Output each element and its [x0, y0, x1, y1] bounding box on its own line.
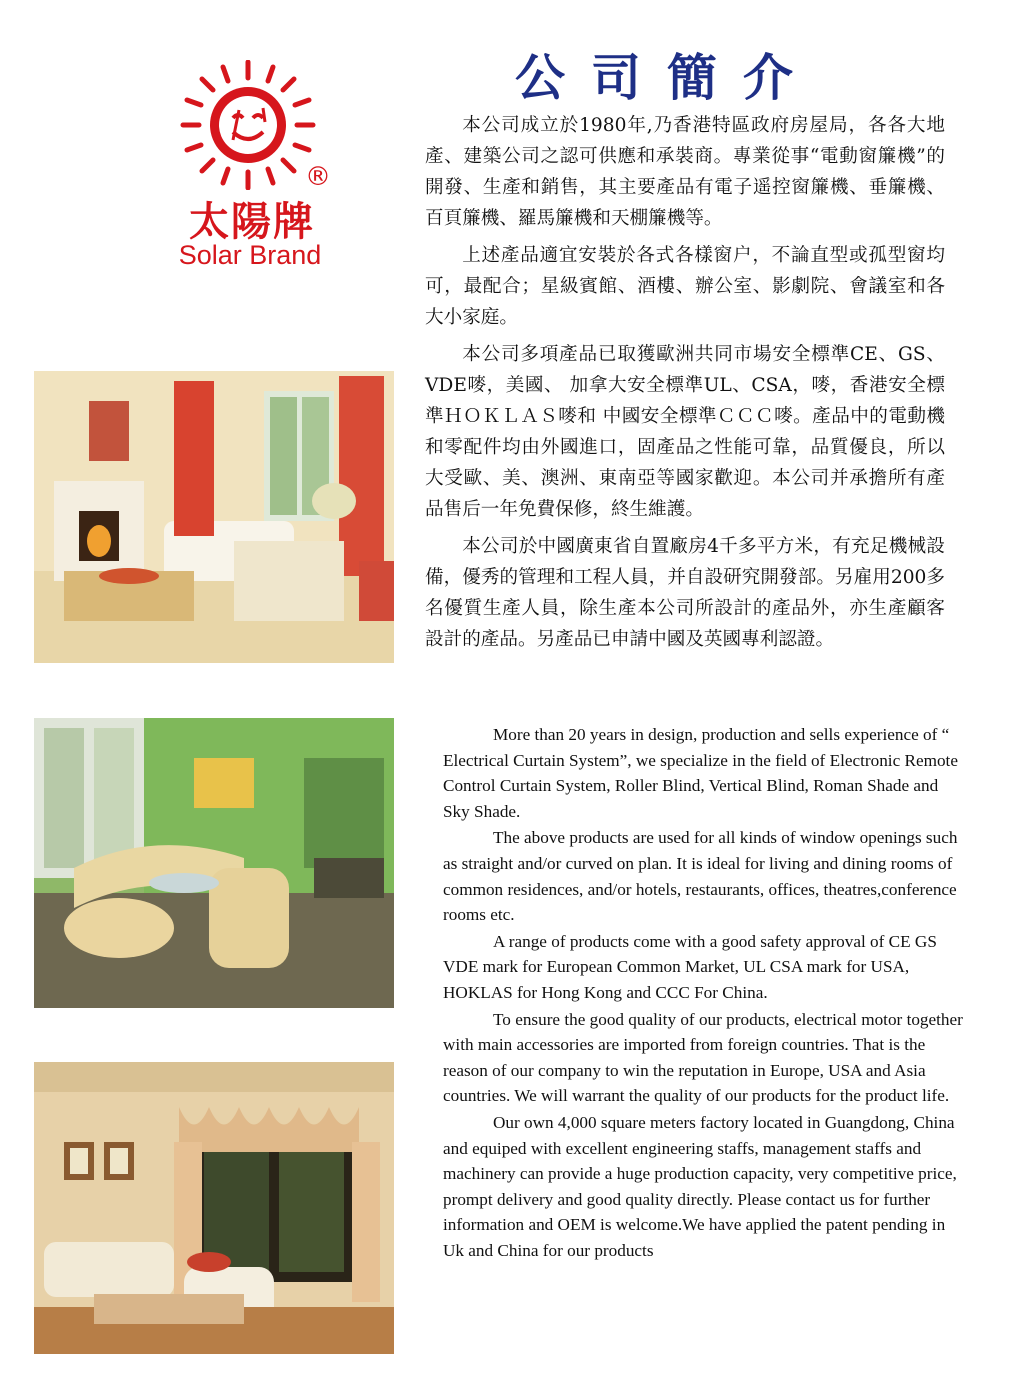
festoon-curtain-room-photo: [34, 1062, 394, 1354]
chinese-paragraph: 本公司成立於1980年,乃香港特區政府房屋局，各各大地產、建築公司之認可供應和承裝商。專業從事“電動窗簾機”的開發、生產和銷售，其主要產品有電子遥控窗簾機、垂簾機、百頁簾機、羅馬簾機和天棚簾機等。: [425, 115, 945, 229]
page-title: 公司簡介: [515, 48, 819, 107]
chinese-paragraph: 本公司於中國廣東省自置廠房4千多平方米，有充足機械設備，優秀的管理和工程人員，并自設研究開發部。另雇用200多名優質生產人員，除生產本公司所設計的產品外，亦生產顧客設計的產品。另產品已申請中國及英國專利認證。: [425, 536, 945, 650]
english-introduction: [443, 722, 968, 1264]
brand-logo: [165, 60, 345, 275]
chinese-paragraph: 本公司多項產品已取獲歐洲共同市場安全標準CE、GS、VDE嘜，美國、 加拿大安全標準UL、CSA，嘜，香港安全標準ＨＯＫＬＡＳ嘜和 中國安全標準ＣＣＣ嘜。產品中的電動機和零配件均由外國進口，固產品之性能可靠，品質優良，所以大受歐、美、澳洲、東南亞等國家歡迎。本公司并承擔所有產品售后一年免費保修，終生維護。: [425, 344, 945, 520]
chinese-paragraph: 上述產品適宜安裝於各式各樣窗户，不論直型或孤型窗均可，最配合；星級賓館、酒樓、辦公室、影劇院、會議室和各大小家庭。: [425, 245, 945, 328]
brand-name-chinese: 太陽牌: [189, 198, 315, 245]
english-paragraph: A range of products come with a good safety approval of CE GS VDE mark for European Common Market, UL CSA mark for USA, HOKLAS for Hong Kong and CCC For China.: [443, 931, 937, 1002]
living-room-red-curtains-photo: [34, 371, 394, 663]
sun-face-icon: [173, 60, 323, 190]
english-paragraph: The above products are used for all kinds of window openings such as straight and/or curved on plan. It is ideal for living and dining rooms of common residences, and/or hotels, restaurants, offices, theatres,conference rooms etc.: [443, 828, 958, 925]
registered-mark: ®: [305, 162, 331, 192]
english-paragraph: Our own 4,000 square meters factory located in Guangdong, China and equiped with excellent engineering staffs, management staffs and machinery can provide a huge production capacity, very competitive price, prompt delivery and good quality directly. Please contact us for further information and OEM is welcome.We have applied the patent pending in Uk and China for our products: [443, 1112, 957, 1260]
green-room-curved-sofa-photo: [34, 718, 394, 1008]
brand-name-english: Solar Brand: [178, 240, 322, 270]
chinese-introduction: [425, 110, 945, 661]
english-paragraph: More than 20 years in design, production and sells experience of “ Electrical Curtain System”, we specialize in the field of Electronic Remote Control Curtain System, Roller Blind, Vertical Blind, Roman Shade and Sky Shade.: [443, 725, 958, 821]
english-paragraph: To ensure the good quality of our products, electrical motor together with main accessories are imported from foreign countries. That is the reason of our company to win the reputation in Europe, USA and Asia countries. We will warrant the quality of our products for the product life.: [443, 1009, 963, 1106]
